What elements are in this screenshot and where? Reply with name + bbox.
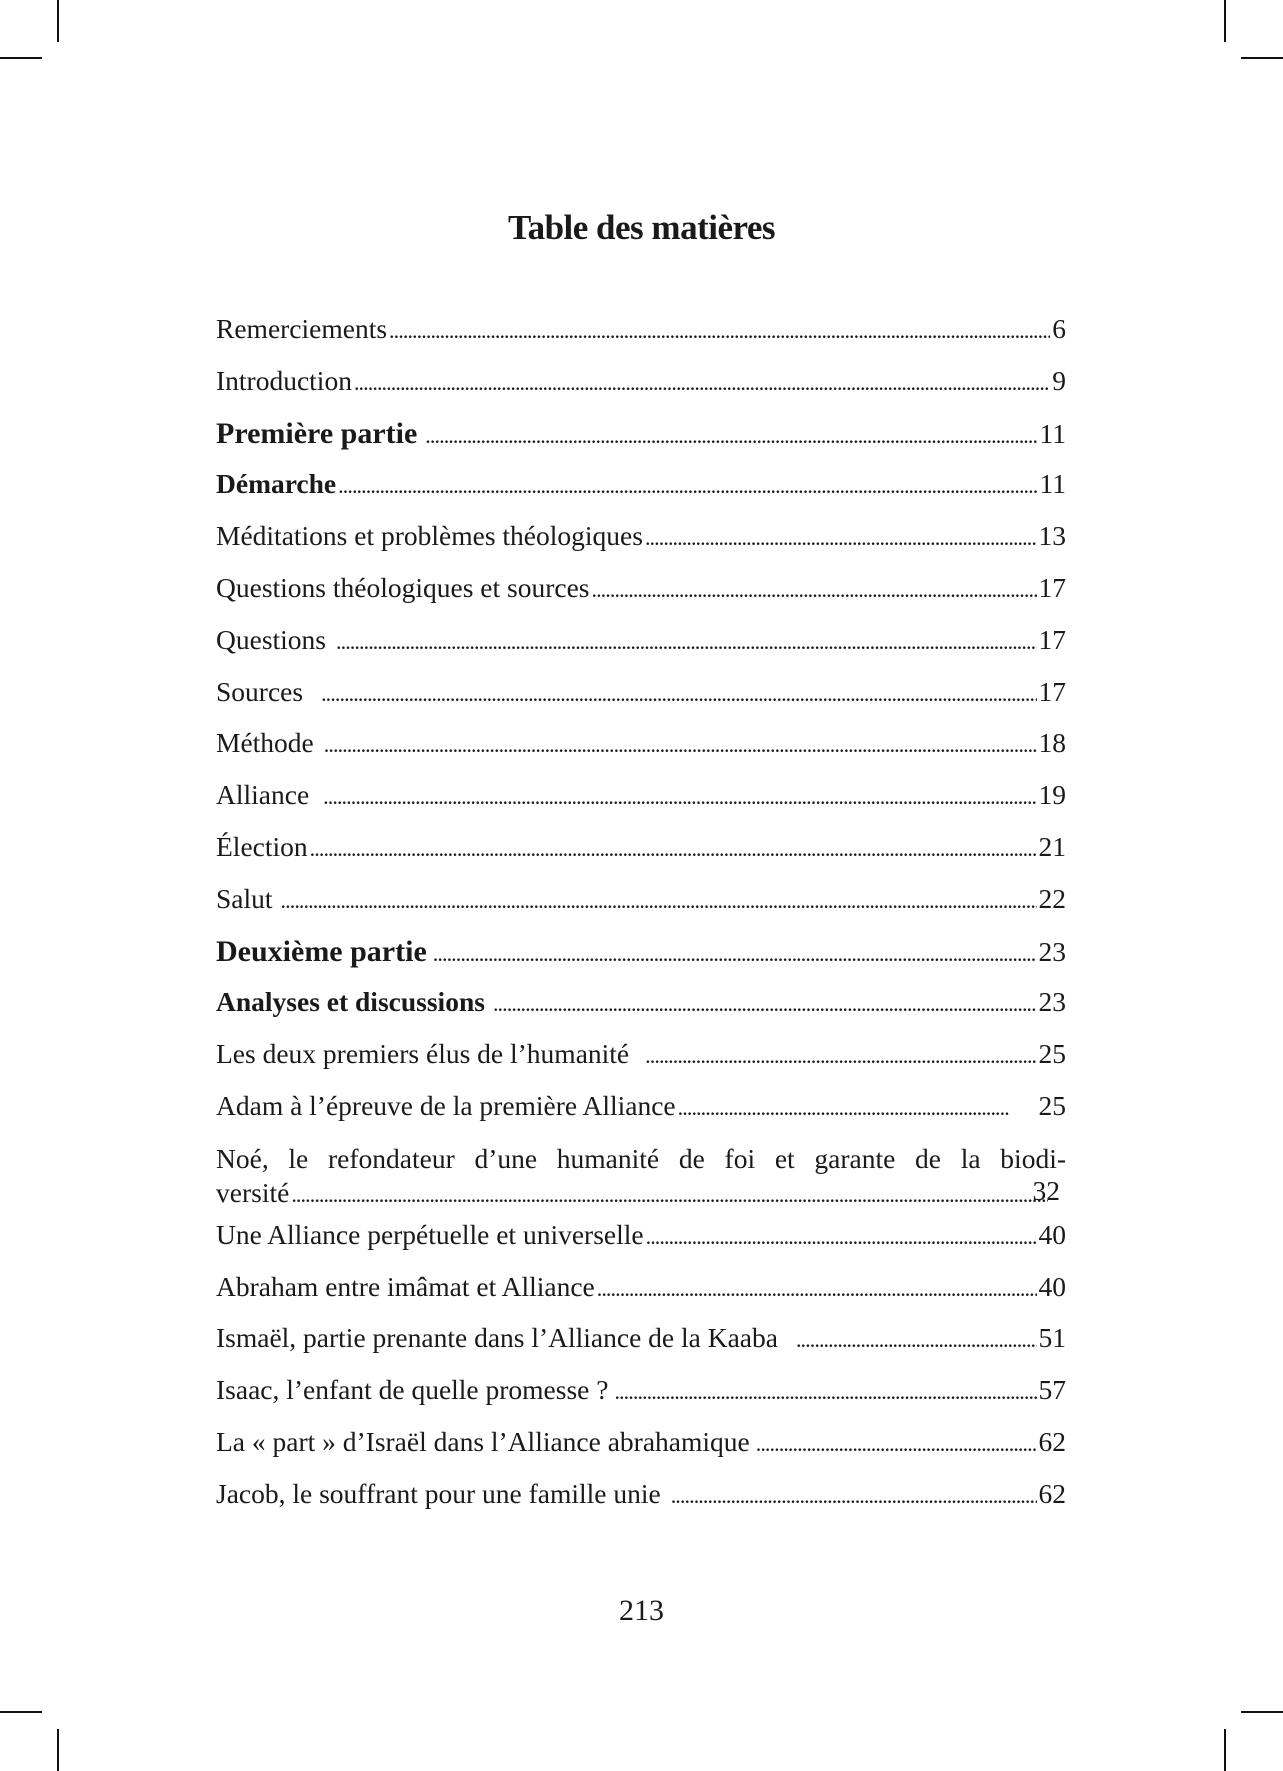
toc-entry-jacob[interactable] (216, 1478, 1066, 1530)
toc-entry-page: 40 (1038, 1270, 1066, 1302)
toc-entry-ismael[interactable] (216, 1322, 1066, 1374)
toc-entry-isaac[interactable] (216, 1374, 1066, 1426)
toc-entry-label-continued: versité (216, 1176, 290, 1208)
toc-entry-label: Les deux premiers élus de l’humanité (216, 1038, 630, 1070)
leader-dots (645, 525, 1037, 551)
toc-entry-page: 22 (1038, 882, 1066, 914)
crop-mark-top-left-horizontal (0, 57, 42, 59)
leader-dots (324, 732, 1037, 758)
toc-entry-label: Méthode (216, 727, 314, 759)
toc-entry-sources[interactable] (216, 676, 1066, 728)
leader-dots (645, 1043, 1036, 1069)
toc-entry-page: 62 (1038, 1477, 1066, 1509)
toc-entry-label: Isaac, l’enfant de quelle promesse ? (216, 1374, 609, 1406)
toc-entry-deux-premiers-elus[interactable] (216, 1038, 1066, 1090)
leader-dots (493, 991, 1037, 1017)
leader-dots (591, 577, 1036, 603)
toc-entry-label: Introduction (216, 364, 352, 396)
leader-dots (678, 1095, 1009, 1121)
toc-entry-page: 57 (1038, 1374, 1066, 1406)
toc-entry-page: 11 (1039, 468, 1066, 500)
toc-entry-label: Analyses et discussions (216, 986, 485, 1018)
leader-dots (338, 473, 1037, 499)
toc-entry-page: 25 (1038, 1089, 1066, 1121)
toc-entry-label: Une Alliance perpétuelle et universelle (216, 1218, 644, 1250)
toc-entry-page: 21 (1038, 830, 1066, 862)
toc-entry-adam[interactable] (216, 1090, 1066, 1142)
leader-dots (389, 318, 1050, 344)
toc-entry-page: 25 (1038, 1038, 1066, 1070)
toc-entry-page: 6 (1052, 313, 1066, 344)
crop-mark-bottom-right-vertical (1224, 1729, 1226, 1771)
page-number: 213 (619, 1594, 664, 1627)
toc-entry-alliance-perpetuelle[interactable] (216, 1219, 1066, 1271)
toc-entry-label: Jacob, le souffrant pour une famille unie (216, 1477, 661, 1509)
leader-dots (291, 1178, 1048, 1212)
toc-entry-election[interactable] (216, 831, 1066, 883)
toc-entry-label: Méditations et problèmes théologiques (216, 520, 643, 552)
toc-entry-label: Deuxième partie (216, 934, 427, 968)
leader-dots (614, 1379, 1036, 1405)
toc-entry-label: Sources (216, 675, 304, 707)
toc-entry-page: 62 (1038, 1425, 1066, 1457)
toc-entry-page: 40 (1038, 1218, 1066, 1250)
toc-entry-page: 51 (1038, 1322, 1066, 1354)
leader-dots (646, 1224, 1037, 1250)
toc-entry-noe[interactable] (216, 1142, 1066, 1206)
crop-mark-bottom-left-horizontal (0, 1711, 42, 1713)
toc-entry-label: La « part » d’Israël dans l’Alliance abrahamique (216, 1425, 750, 1457)
crop-mark-top-right-vertical (1224, 0, 1226, 42)
toc-entry-page: 18 (1038, 727, 1066, 759)
toc-entry-introduction[interactable] (216, 365, 1066, 417)
leader-dots (336, 629, 1037, 655)
toc-entry-label: Élection (216, 830, 308, 862)
toc-entry-label: Alliance (216, 779, 310, 811)
toc-section-demarche[interactable] (216, 468, 1066, 520)
crop-mark-bottom-left-vertical (57, 1729, 59, 1771)
toc-entry-page: 17 (1038, 675, 1066, 707)
toc-entry-questions[interactable] (216, 624, 1066, 676)
crop-mark-bottom-right-horizontal (1241, 1711, 1283, 1713)
leader-dots (671, 1483, 1037, 1509)
page-title: Table des matières (507, 208, 776, 247)
leader-dots (756, 1431, 1037, 1457)
crop-mark-top-right-horizontal (1241, 57, 1283, 59)
toc-entry-label: Remerciements (216, 313, 388, 344)
table-of-contents (216, 313, 1066, 1530)
toc-entry-methode[interactable] (216, 727, 1066, 779)
leader-dots (597, 1276, 1037, 1302)
leader-dots (321, 681, 1036, 707)
leader-dots (323, 784, 1036, 810)
toc-entry-page: 32 (1032, 1174, 1060, 1206)
crop-mark-top-left-vertical (57, 0, 59, 42)
leader-dots (433, 941, 1037, 967)
toc-entry-label: Salut (216, 882, 273, 914)
toc-section-analyses[interactable] (216, 986, 1066, 1038)
toc-entry-page: 11 (1039, 417, 1066, 449)
toc-part-deuxieme-partie[interactable] (216, 935, 1066, 987)
toc-entry-meditations[interactable] (216, 520, 1066, 572)
toc-entry-page: 9 (1052, 364, 1066, 396)
toc-entry-abraham[interactable] (216, 1271, 1066, 1323)
toc-part-premiere-partie[interactable] (216, 417, 1066, 469)
toc-entry-part-israel[interactable] (216, 1426, 1066, 1478)
toc-entry-page: 19 (1038, 779, 1066, 811)
toc-entry-salut[interactable] (216, 883, 1066, 935)
toc-entry-label: Questions théologiques et sources (216, 571, 590, 603)
toc-entry-label: Ismaël, partie prenante dans l’Alliance de la Kaaba (216, 1322, 778, 1354)
toc-entry-remerciements[interactable] (216, 313, 1066, 365)
toc-entry-label: Adam à l’épreuve de la première Alliance (216, 1089, 676, 1121)
toc-entry-label: Première partie (216, 416, 418, 450)
toc-entry-page: 17 (1038, 571, 1066, 603)
toc-entry-page: 17 (1038, 623, 1066, 655)
leader-dots (796, 1327, 1037, 1353)
toc-entry-label: Noé, le refondateur d’une humanité de foi et garante de la biodi- (216, 1142, 1066, 1174)
toc-entry-page: 23 (1038, 986, 1066, 1018)
leader-dots (310, 836, 1037, 862)
leader-dots (354, 370, 1050, 396)
toc-entry-page: 13 (1038, 520, 1066, 552)
toc-entry-label: Questions (216, 623, 326, 655)
leader-dots (425, 423, 1037, 449)
toc-entry-label: Démarche (216, 468, 337, 500)
toc-entry-page: 23 (1038, 935, 1066, 967)
leader-dots (281, 888, 1037, 914)
toc-entry-questions-theologiques[interactable] (216, 572, 1066, 624)
toc-entry-label: Abraham entre imâmat et Alliance (216, 1270, 595, 1302)
toc-entry-alliance[interactable] (216, 779, 1066, 831)
